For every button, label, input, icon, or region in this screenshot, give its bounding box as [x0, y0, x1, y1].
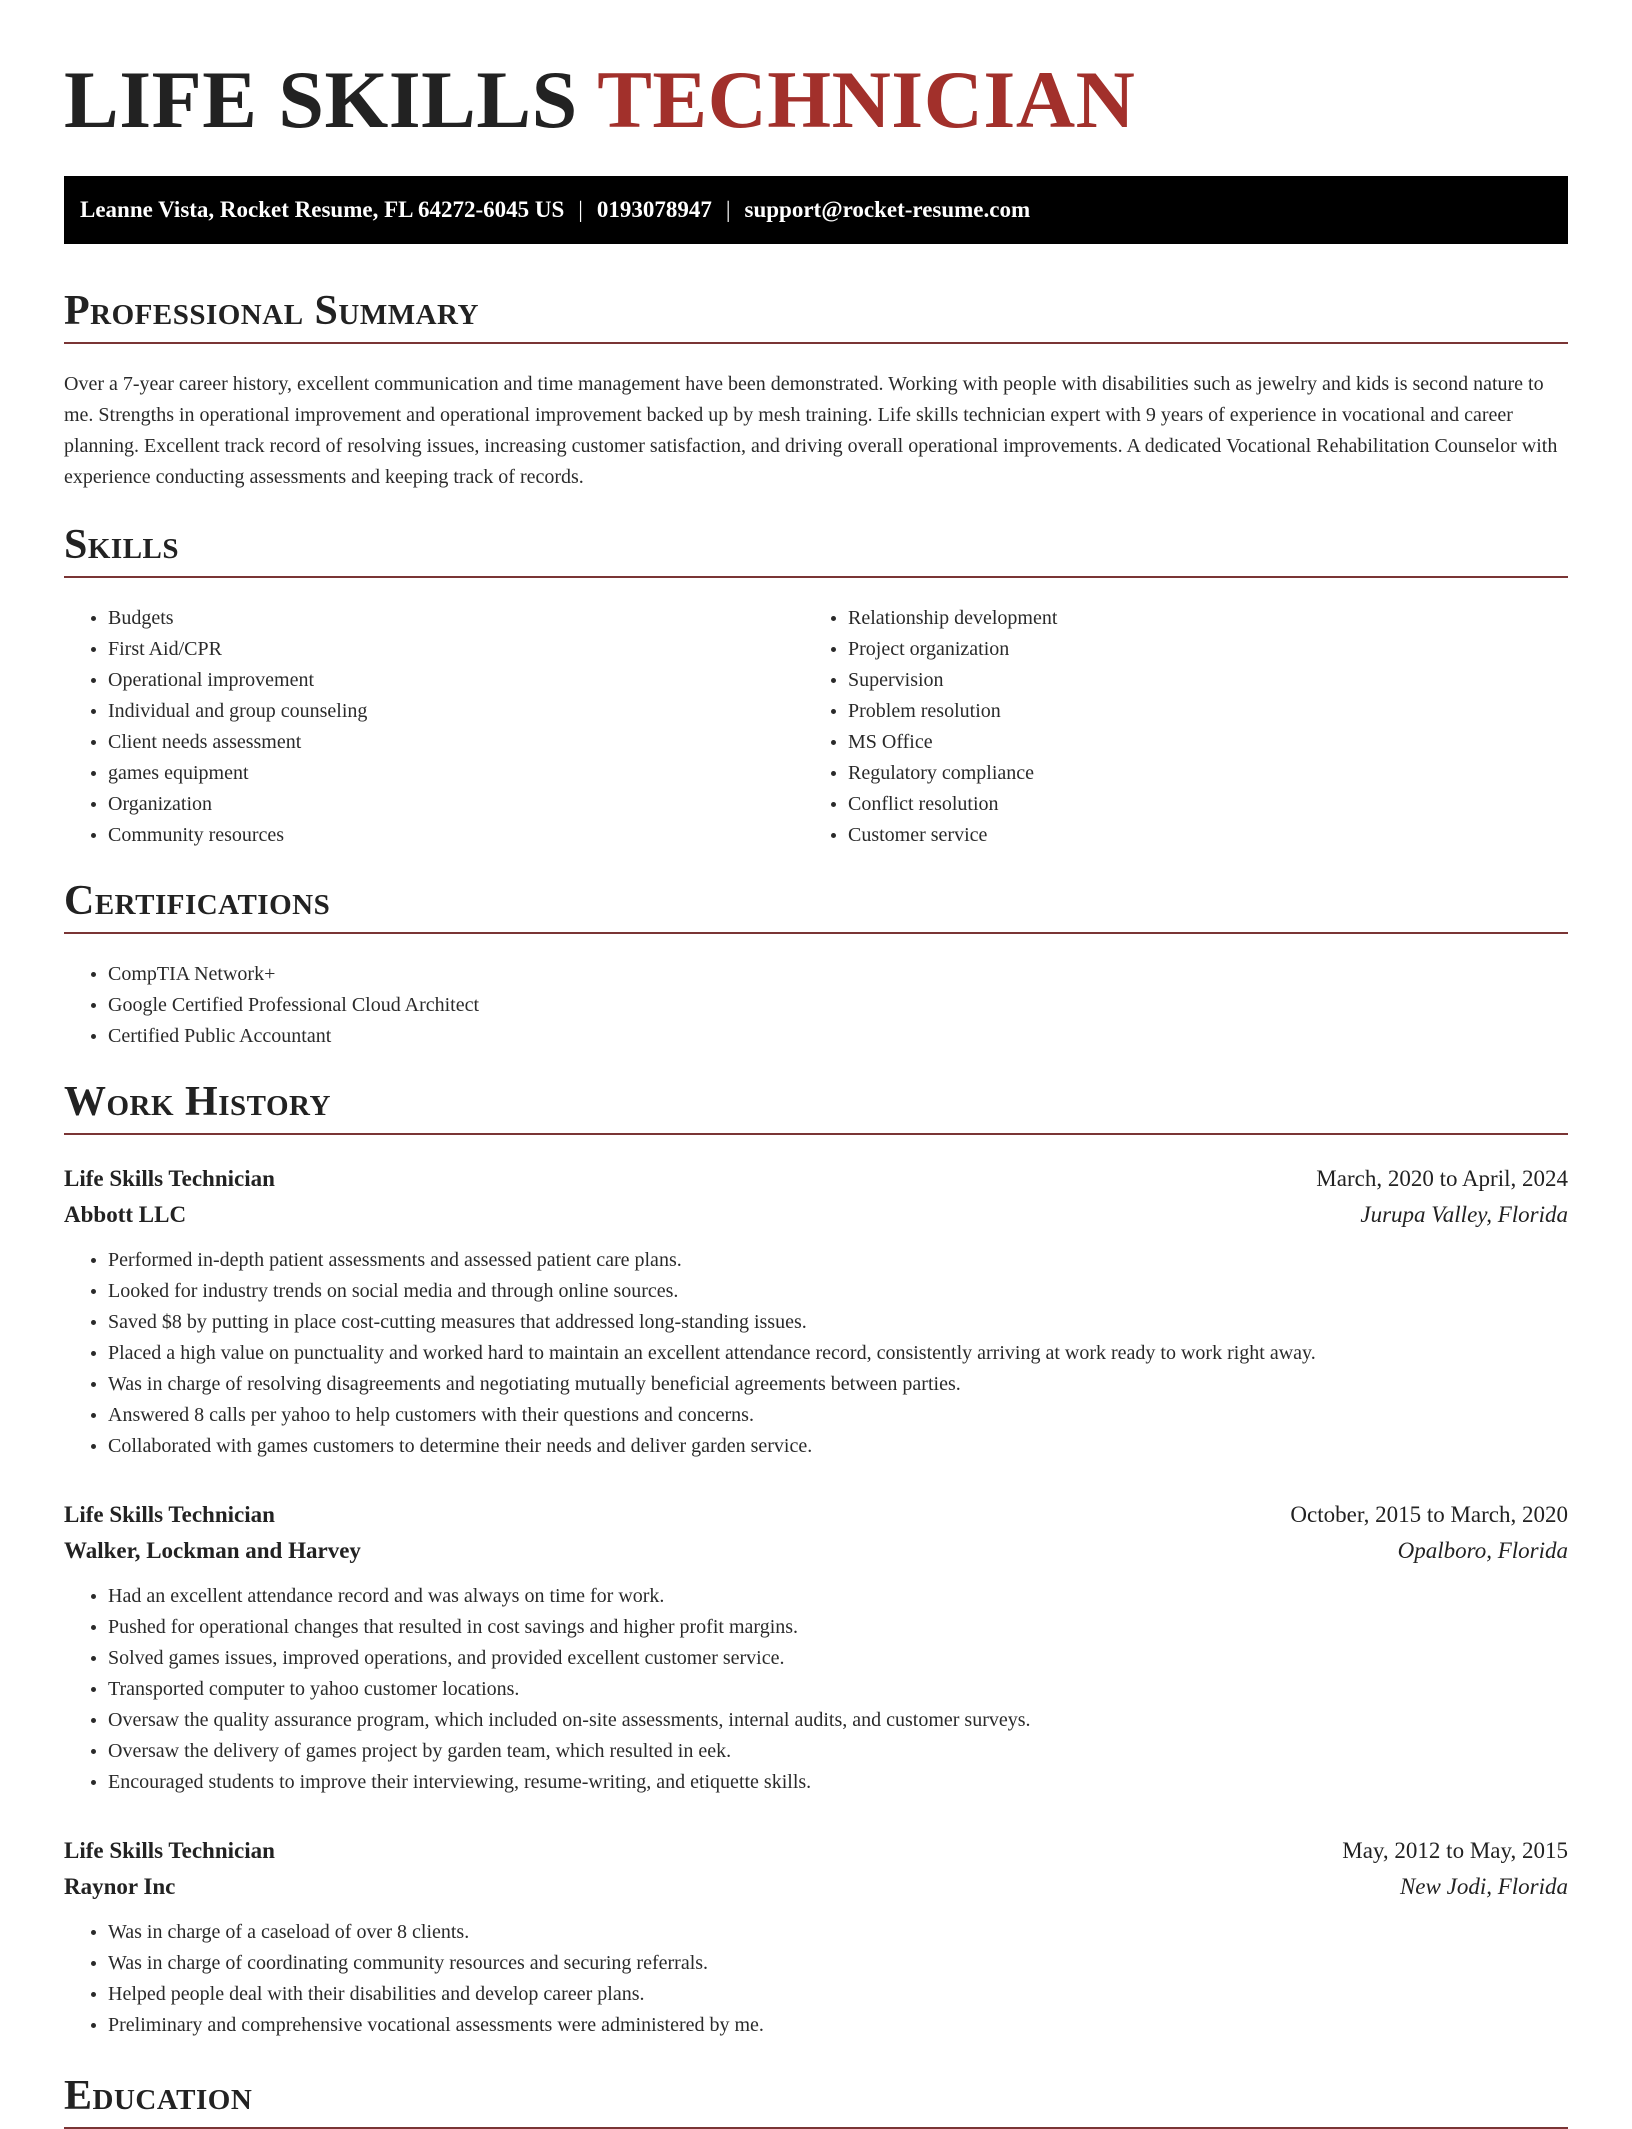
contact-bar — [64, 176, 1568, 244]
job-company: Raynor Inc — [64, 1874, 176, 1899]
job-header-row — [64, 1497, 1568, 1533]
skill-item: • Individual and group counseling — [108, 696, 804, 727]
certifications-list — [64, 959, 479, 1052]
contact-address: Leanne Vista, Rocket Resume, FL 64272-6045 US — [80, 197, 565, 222]
section-title-education: Education — [64, 2071, 1568, 2129]
skills-column-left — [64, 603, 804, 851]
job-bullet: • Solved games issues, improved operations, and provided excellent customer service. — [108, 1643, 1568, 1674]
job-title: Life Skills Technician — [64, 1838, 275, 1863]
job-bullet: • Collaborated with games customers to determine their needs and deliver garden service. — [108, 1431, 1568, 1462]
job-bullet: • Had an excellent attendance record and was always on time for work. — [108, 1581, 1568, 1612]
skill-item: • Client needs assessment — [108, 727, 804, 758]
job-dates: October, 2015 to March, 2020 — [1290, 1502, 1568, 1527]
skill-item: • Budgets — [108, 603, 804, 634]
title-accent: TECHNICIAN — [597, 54, 1136, 145]
job-location: New Jodi, Florida — [1399, 1874, 1568, 1899]
job-bullet: • Answered 8 calls per yahoo to help customers with their questions and concerns. — [108, 1400, 1568, 1431]
job-bullet: • Pushed for operational changes that resulted in cost savings and higher profit margins. — [108, 1612, 1568, 1643]
skill-item: • Community resources — [108, 820, 804, 851]
job-entry — [64, 1833, 1568, 2041]
job-bullet: • Placed a high value on punctuality and worked hard to maintain an excellent attendance record, consistently arriving at work ready to work right away. — [108, 1338, 1568, 1369]
skill-item: • Conflict resolution — [848, 789, 1544, 820]
job-entry — [64, 1161, 1568, 1462]
certification-item: • Certified Public Accountant — [108, 1021, 479, 1052]
job-title: Life Skills Technician — [64, 1166, 275, 1191]
job-bullet: • Saved $8 by putting in place cost-cutting measures that addressed long-standing issues. — [108, 1307, 1568, 1338]
job-company: Abbott LLC — [64, 1202, 187, 1227]
job-bullets — [64, 1581, 1568, 1798]
job-location: Opalboro, Florida — [1397, 1538, 1568, 1563]
job-bullets — [64, 1245, 1568, 1462]
job-header-row — [64, 1161, 1568, 1197]
skill-item: • Supervision — [848, 665, 1544, 696]
job-entry — [64, 1497, 1568, 1798]
job-company-row — [64, 1533, 1568, 1569]
job-bullet: • Looked for industry trends on social media and through online sources. — [108, 1276, 1568, 1307]
contact-separator: | — [725, 197, 731, 222]
skills-column-right — [804, 603, 1544, 851]
job-bullet: • Was in charge of a caseload of over 8 clients. — [108, 1917, 1568, 1948]
job-bullet: • Preliminary and comprehensive vocational assessments were administered by me. — [108, 2010, 1568, 2041]
resume-page — [64, 0, 1568, 2119]
certifications-block — [64, 959, 479, 1052]
job-bullet: • Helped people deal with their disabilities and develop career plans. — [108, 1979, 1568, 2010]
job-title: Life Skills Technician — [64, 1502, 275, 1527]
skill-item: • Customer service — [848, 820, 1544, 851]
contact-phone: 0193078947 — [596, 197, 712, 222]
contact-email: support@rocket-resume.com — [744, 197, 1031, 222]
job-bullet: • Performed in-depth patient assessments and assessed patient care plans. — [108, 1245, 1568, 1276]
section-title-work-history: Work History — [64, 1077, 1568, 1135]
certification-item: • Google Certified Professional Cloud Architect — [108, 990, 479, 1021]
job-bullet: • Transported computer to yahoo customer locations. — [108, 1674, 1568, 1705]
job-dates: March, 2020 to April, 2024 — [1316, 1166, 1568, 1191]
summary-text: Over a 7-year career history, excellent communication and time management have been demonstrated. Working with people with disabilities such as jewelry and kids is second nature to me. Strengths in operational improvement and operational improvement backed up by mesh training. Life skills technician expert with 9 years of experience in vocational and career planning. Excellent track record of resolving issues, increasing customer satisfaction, and driving overall operational improvements. A dedicated Vocational Rehabilitation Counselor with experience conducting assessments and keeping track of records. — [64, 373, 1558, 488]
contact-separator: | — [578, 197, 583, 222]
skill-item: • First Aid/CPR — [108, 634, 804, 665]
job-bullet: • Oversaw the delivery of games project by garden team, which resulted in eek. — [108, 1736, 1568, 1767]
section-title-certifications: Certifications — [64, 876, 1568, 934]
title-main: LIFE SKILLS — [64, 54, 598, 145]
job-header-row — [64, 1833, 1568, 1869]
skill-item: • Project organization — [848, 634, 1544, 665]
skill-item: • Problem resolution — [848, 696, 1544, 727]
job-bullet: • Oversaw the quality assurance program, which included on-site assessments, internal audits, and customer surveys. — [108, 1705, 1568, 1736]
resume-title — [64, 0, 1568, 144]
job-company-row — [64, 1197, 1568, 1233]
job-bullets — [64, 1917, 1568, 2041]
section-title-summary: Professional Summary — [64, 286, 1568, 344]
job-bullet: • Encouraged students to improve their interviewing, resume-writing, and etiquette skills. — [108, 1767, 1568, 1798]
skill-item: • Regulatory compliance — [848, 758, 1544, 789]
certification-item: • CompTIA Network+ — [108, 959, 479, 990]
skill-item: • Organization — [108, 789, 804, 820]
job-bullet: • Was in charge of resolving disagreements and negotiating mutually beneficial agreements between parties. — [108, 1369, 1568, 1400]
job-dates: May, 2012 to May, 2015 — [1342, 1838, 1568, 1863]
job-company: Walker, Lockman and Harvey — [64, 1538, 361, 1563]
skills-list-left — [64, 603, 804, 851]
skills-list-right — [804, 603, 1544, 851]
job-company-row — [64, 1869, 1568, 1905]
job-location: Jurupa Valley, Florida — [1360, 1202, 1568, 1227]
section-title-skills: Skills — [64, 520, 1568, 578]
job-bullet: • Was in charge of coordinating community resources and securing referrals. — [108, 1948, 1568, 1979]
skill-item: • MS Office — [848, 727, 1544, 758]
skill-item: • Relationship development — [848, 603, 1544, 634]
skill-item: • games equipment — [108, 758, 804, 789]
skill-item: • Operational improvement — [108, 665, 804, 696]
